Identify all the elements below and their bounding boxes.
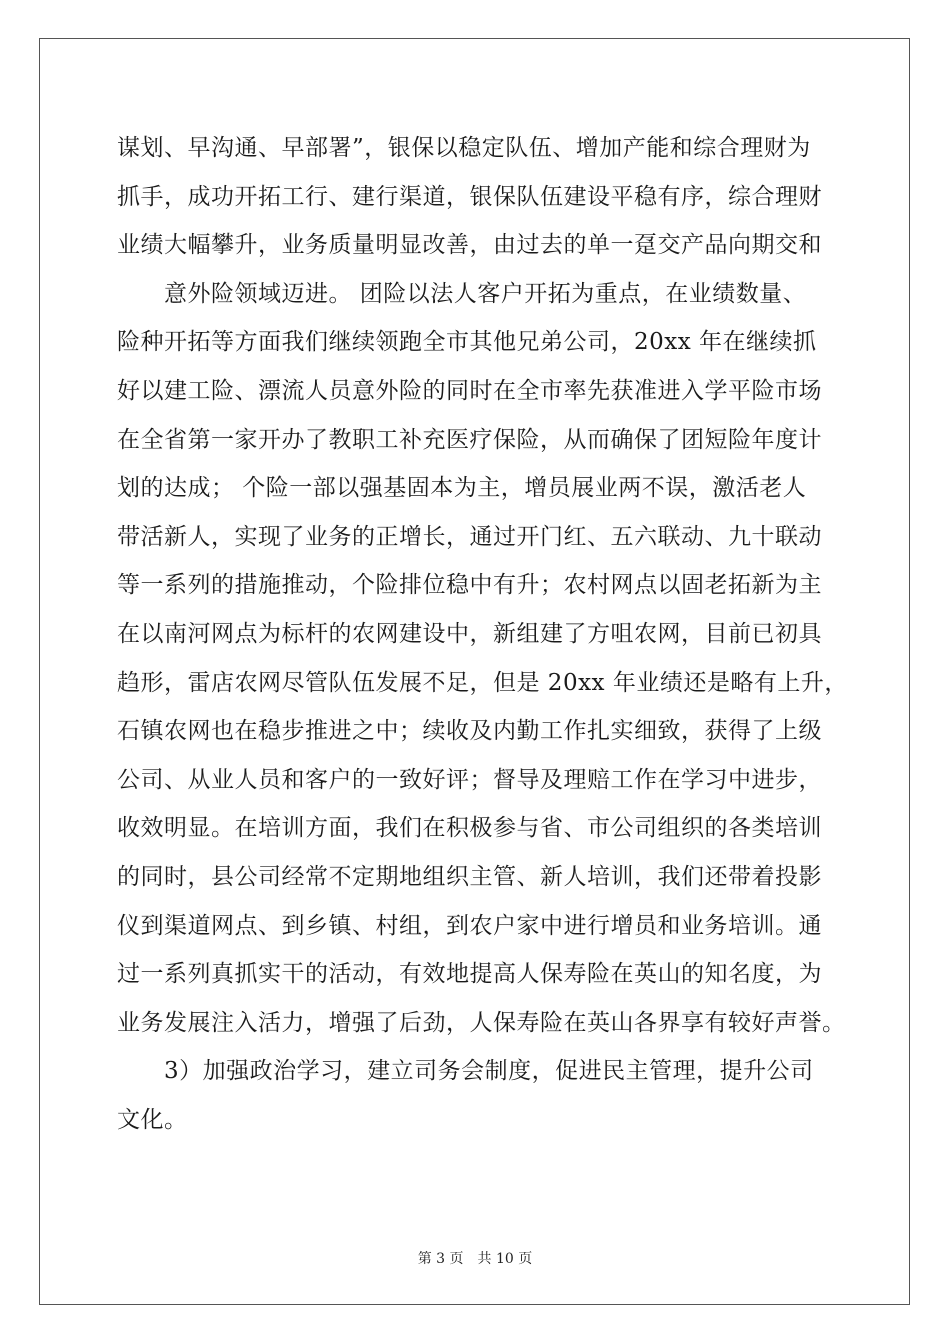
text-line: 在全省第一家开办了教职工补充医疗保险，从而确保了团短险年度计	[117, 426, 822, 453]
text-line: 仪到渠道网点、到乡镇、村组，到农户家中进行增员和业务培训。通	[117, 912, 822, 939]
text-line: 等一系列的措施推动，个险排位稳中有升；农村网点以固老拓新为主	[117, 572, 822, 599]
page-number: 第 3 页 共 10 页	[417, 1251, 533, 1267]
text-line: 划的达成； 个险一部以强基固本为主，增员展业两不误，激活老人	[117, 475, 807, 502]
document-body	[117, 124, 848, 1144]
text-line: 石镇农网也在稳步推进之中；续收及内勤工作扎实细致，获得了上级	[117, 718, 822, 745]
text-line: 业绩大幅攀升，业务质量明显改善，由过去的单一趸交产品向期交和	[117, 232, 822, 259]
text-line: 带活新人，实现了业务的正增长，通过开门红、五六联动、九十联动	[117, 523, 822, 550]
text-line: 意外险领域迈进。 团险以法人客户开拓为重点，在业绩数量、	[164, 280, 807, 307]
text-line: 趋形，雷店农网尽管队伍发展不足，但是 20xx 年业绩还是略有上升，	[117, 669, 848, 696]
text-line: 谋划、早沟通、早部署”，银保以稳定队伍、增加产能和综合理财为	[117, 135, 811, 161]
text-line: 抓手，成功开拓工行、建行渠道，银保队伍建设平稳有序，综合理财	[117, 183, 822, 210]
text-line: 文化。	[117, 1106, 188, 1133]
text-line: 业务发展注入活力，增强了后劲，人保寿险在英山各界享有较好声誉。	[117, 1009, 846, 1036]
text-line: 3）加强政治学习，建立司务会制度，促进民主管理，提升公司	[164, 1058, 814, 1085]
text-line: 好以建工险、漂流人员意外险的同时在全市率先获准进入学平险市场	[117, 377, 822, 404]
text-line: 在以南河网点为标杆的农网建设中，新组建了方咀农网，目前已初具	[117, 620, 822, 647]
text-line: 收效明显。在培训方面，我们在积极参与省、市公司组织的各类培训	[117, 815, 822, 842]
text-line: 险种开拓等方面我们继续领跑全市其他兄弟公司，20xx 年在继续抓	[117, 329, 817, 356]
text-line: 公司、从业人员和客户的一致好评；督导及理赔工作在学习中进步，	[117, 766, 822, 793]
text-line: 过一系列真抓实干的活动，有效地提高人保寿险在英山的知名度，为	[117, 961, 822, 988]
text-line: 的同时，县公司经常不定期地组织主管、新人培训，我们还带着投影	[117, 863, 822, 890]
